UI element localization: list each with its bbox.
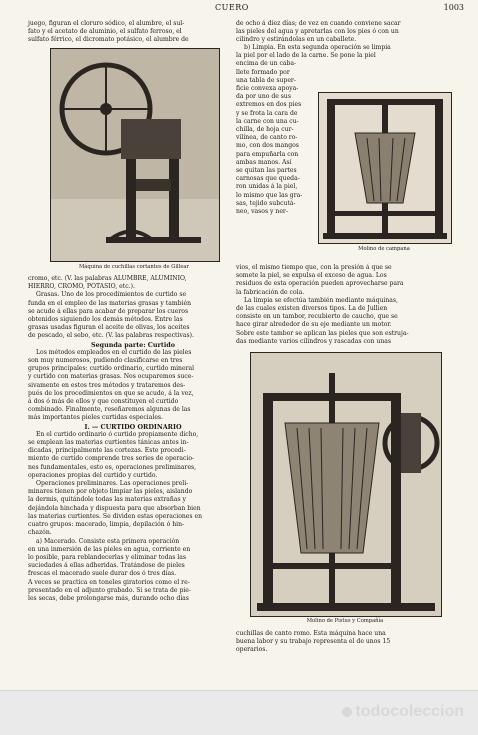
text-line: sivamente en estos tres métodos y trataremos des- [28, 381, 186, 389]
text-line: encima de un caba- [236, 60, 297, 68]
page-header [0, 3, 478, 15]
right-col-mid [236, 264, 454, 346]
text-line: Los métodos empleados en el curtido de las pieles [36, 348, 192, 356]
text-line: Grasas. Uno de los procedimientos de curtido se [36, 291, 187, 299]
text-line: combinado. Finalmente, reseñaremos algunas de las [28, 406, 191, 414]
text-line: la dermis, quitándole todas las materias extrañas y [28, 496, 187, 504]
text-line: de las cuales existen diversos tipos. La de Jullien [236, 305, 388, 313]
text-line: ron unidas á la piel, [236, 183, 298, 191]
text-line: las materias curtientes. Se dividen estas operaciones en [28, 512, 202, 520]
text-line: cilindro y estirándolas en un caballete. [236, 36, 357, 44]
text-line: la fabricación de cola. [236, 288, 305, 296]
text-line: una tabla de super- [236, 76, 296, 84]
text-line: presentado en el adjunto grabado. Si se trata de pie- [28, 586, 191, 594]
text-line: se quitan las partes [236, 167, 297, 175]
page-number: 1003 [443, 3, 464, 12]
text-line: a) Macerado. Consiste esta primera operación [36, 537, 180, 545]
text-line: lo mismo que las gra- [236, 191, 303, 199]
text-line: La limpia se efectúa también mediante máquinas, [244, 296, 398, 304]
text-line: carnosas que queda- [236, 175, 300, 183]
text-line: pués de los procedimientos en que se acude, á la vez, [28, 389, 194, 397]
text-line: operarios. [236, 646, 268, 654]
text-line: minares tienen por objeto limpiar las pieles, aislando [28, 488, 193, 496]
figure-cutting-machine [50, 48, 220, 262]
logo-text: todocoleccion [355, 703, 464, 720]
logo-dot-icon [342, 707, 352, 717]
text-line: chilla, de hoja cur- [236, 126, 294, 134]
text-line: las pieles del agua y apretarlas con los pies ó con un [236, 28, 399, 36]
text-line: vios, el mismo tiempo que, con la presión á que se [236, 264, 392, 271]
text-line: ambas manos. Así [236, 158, 292, 166]
text-line: se emplean las materias curtientes tánicas antes in- [28, 439, 189, 447]
cutting-machine-drawing [51, 49, 219, 261]
right-col-bottom [236, 630, 454, 655]
text-line: consiste en un tambor, recubierto de caucho, que se [236, 313, 398, 321]
text-line: grupos principales: curtido ordinario, curtido mineral [28, 365, 195, 373]
text-line: operaciones propias del curtido y curtido. [28, 471, 158, 479]
text-line: miento de curtido comprende tres series de operacio- [28, 455, 195, 463]
text-line: dejándola hinchada y dispuesta para que absorban bien [28, 504, 201, 512]
text-line: Sobre este tambor se aplican las pieles que son estruja- [236, 329, 409, 337]
text-line: la piel por el lado de la carne. Se pone la piel [236, 52, 376, 60]
text-line: sulfato férrico, el dicromato potásico, el alumbre de [28, 36, 189, 44]
text-line: extremos en dos pies [236, 101, 302, 109]
text-line: buena labor y su trabajo representa el de unos 15 [236, 638, 391, 646]
text-line: somete la piel, se expulsa el exceso de agua. Los [236, 272, 387, 280]
text-line: dicadas, principalmente las cortezas. Este procedi- [28, 447, 186, 455]
text-line: nes fundamentales, esto es, operaciones preliminares, [28, 463, 197, 471]
text-line: en una inmersión de las pieles en agua, corriente en [28, 545, 191, 553]
left-col-mid [28, 275, 238, 603]
text-line: frescas el macerado suele durar dos ó tres días. [28, 570, 177, 578]
text-line: la carne con una cu- [236, 117, 299, 125]
text-line: das mediante varios cilindros y rascadas con unas [236, 337, 392, 345]
text-line: HIERRO, CROMO, POTASIO, etc.). [28, 283, 135, 291]
text-line: mo, con dos mangos [236, 142, 299, 150]
text-line: de pescado, el sebo, etc. (V. las palabras respectivas). [28, 332, 194, 340]
text-line: á dos ó más de ellos y que constituyen el curtido [28, 398, 179, 406]
text-line: suciedades á ellas adheridas. Tratándose de pieles [28, 562, 185, 570]
caption-fig2: Molino de campana [358, 246, 410, 252]
text-line: para empuñarla con [236, 150, 299, 158]
header-word: CUERO [215, 3, 249, 12]
text-line: cuchillas de canto romo. Esta máquina hace una [236, 630, 386, 637]
text-line: chazón. [28, 529, 52, 537]
pistus-mill-drawing [251, 353, 441, 616]
text-line: lo posible, para reblandecerlas y eliminar todas las [28, 553, 187, 561]
text-line: vilínea, de canto ro- [236, 134, 298, 142]
text-line: grasas usadas figuran el aceite de olivas, los aceites [28, 324, 190, 332]
section-heading: Segunda parte: Curtido [90, 340, 176, 349]
text-line: y curtido con materias grasas. Nos ocuparemos suce- [28, 373, 194, 381]
bell-mill-drawing [319, 93, 451, 243]
text-line: y se frota la cara de [236, 109, 298, 117]
caption-fig3: Molino de Pistus y Compañía [306, 618, 384, 624]
text-line: son muy numerosos, pudiendo clasificarse en tres [28, 357, 183, 365]
text-line: En el curtido ordinario ó curtido propiamente dicho, [36, 430, 199, 438]
text-line: llete formado por [236, 68, 290, 76]
figure-pistus-mill [250, 352, 442, 617]
figure-bell-mill [318, 92, 452, 244]
text-line: neo, vasos y ner- [236, 208, 288, 216]
text-line: fato y el acetato de aluminio, el sulfato ferroso, el [28, 28, 182, 36]
text-line: residuos de esta operación pueden aprovecharse para [236, 280, 404, 288]
text-line: b) Limpia. En esta segunda operación se limpia [244, 44, 391, 51]
text-line: funda en el empleo de las materias grasas y también [28, 299, 191, 307]
text-line: cuatro grupos: macerado, limpia, depilación ó hin- [28, 521, 185, 529]
text-line: sas, tejido subcutá- [236, 199, 296, 207]
text-line: de ocho á diez días; de vez en cuando conviene sacar [236, 20, 401, 27]
text-line: juego, figuran el cloruro sódico, el alumbre, el sul- [28, 20, 185, 27]
right-col-narrow [236, 44, 391, 216]
text-line: obtenidos siguiendo los demás métodos. Entre las [28, 316, 183, 324]
site-logo [342, 703, 464, 721]
text-line: se acude á ellas para acabar de preparar los cueros [28, 307, 189, 315]
watermark-footer [0, 690, 478, 735]
section-heading-2: I. — CURTIDO ORDINARIO [84, 422, 182, 431]
text-line: hace girar alrededor de su eje mediante un motor. [236, 321, 392, 329]
caption-fig1: Máquina de cuchillas cortantes de Gillear [78, 264, 190, 270]
text-line: A veces se practica en toneles giratorios como el re- [28, 578, 190, 586]
text-line: Operaciones preliminares. Las operaciones preli- [36, 480, 189, 488]
text-line: cromo, etc. (V. las palabras ALUMBRE, ALUMINIO, [28, 275, 187, 282]
text-line: ficie convexa apoya- [236, 85, 299, 93]
right-col-top [236, 20, 454, 45]
text-line: les secas, debe prolongarse más, durando ocho días [28, 594, 189, 602]
left-col-top [28, 20, 238, 45]
text-line: da por uno de sus [236, 93, 291, 101]
text-line: más importantes pieles curtidas especiales. [28, 414, 163, 422]
